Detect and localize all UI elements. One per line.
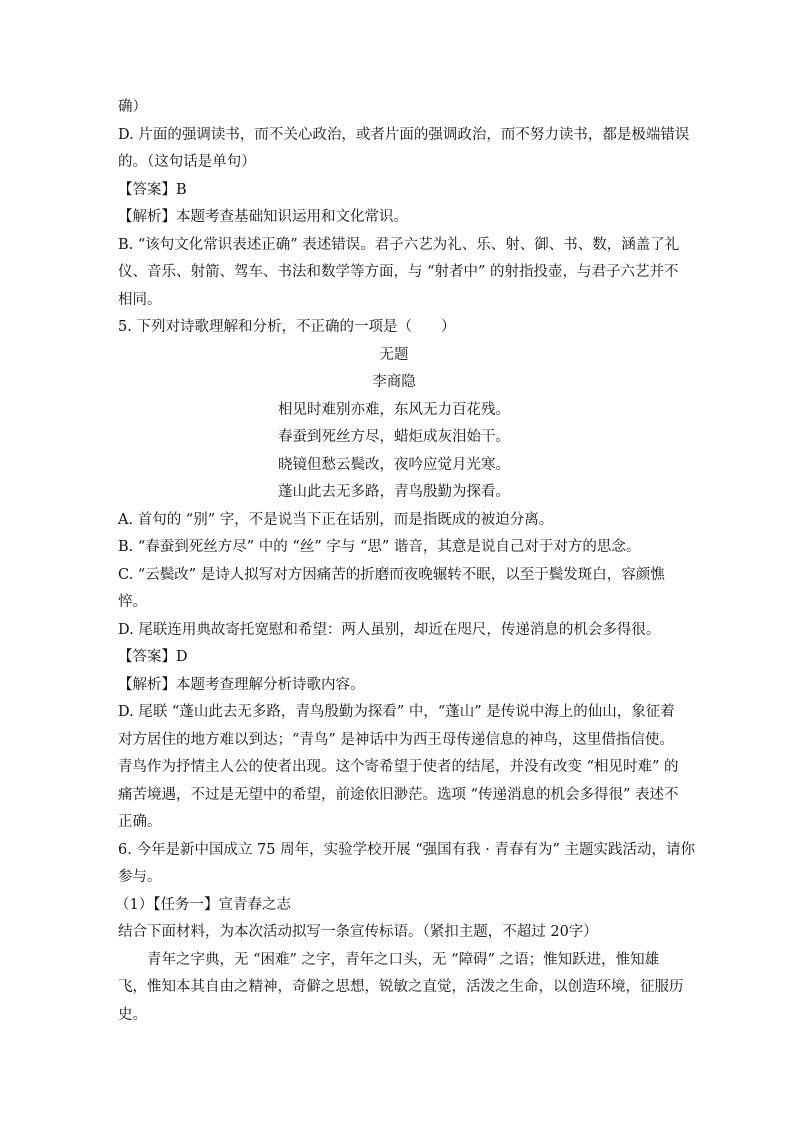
text-line: 相同。 <box>118 291 162 308</box>
text-line: D. 尾联 “蓬山此去无多路，青鸟殷勤为探看” 中，“蓬山” 是传说中海上的仙山，象征着 <box>118 704 675 720</box>
poem-verse: 相见时难别亦难，东风无力百花残。 <box>278 401 510 418</box>
material-line: 飞，惟知本其自由之精神，奇僻之思想，锐敏之直觉，活泼之生命，以创造环境，征服历 <box>118 979 684 995</box>
question-5: 5. 下列对诗歌理解和分析，不正确的一项是（ ） <box>118 319 456 335</box>
text-line: 的。（这句话是单句） <box>118 154 256 170</box>
material-line: 史。 <box>118 1006 147 1023</box>
answer-label: 【答案】D <box>118 649 188 665</box>
option-c: C. “云鬓改” 是诗人拟写对方因痛苦的折磨而夜晚辗转不眠，以至于鬓发斑白，容颜憔 <box>118 566 665 583</box>
option-d: D. 尾联连用典故寄托宽慰和希望：两人虽别，却近在咫尺，传递消息的机会多得很。 <box>118 621 661 638</box>
text-line: 痛苦境遇，不过是无望中的希望，前途依旧渺茫。选项 “传递消息的机会多得很” 表述不 <box>118 786 679 803</box>
analysis-line: 【解析】本题考查基础知识运用和文化常识。 <box>118 209 408 225</box>
task-instruction: 结合下面材料，为本次活动拟写一条宣传标语。（紧扣主题，不超过 20字） <box>118 924 598 940</box>
text-line: 参与。 <box>118 869 162 885</box>
text-line: 对方居住的地方难以到达；“青鸟” 是神话中为西王母传递信息的神鸟，这里借指信使。 <box>118 731 674 748</box>
text-line: 仪、音乐、射箭、驾车、书法和数学等方面，与 “射者中” 的射指投壶，与君子六艺并不 <box>118 264 679 280</box>
answer-label: 【答案】B <box>118 181 187 198</box>
poem-author: 李商隐 <box>372 374 416 390</box>
option-a: A. 首句的 “别” 字，不是说当下正在话别，而是指既成的被迫分离。 <box>118 511 554 528</box>
text-line: 确） <box>118 99 147 115</box>
question-6: 6. 今年是新中国成立 75 周年，实验学校开展 “强国有我 · 青春有为” 主题实践活动，请你 <box>118 841 695 858</box>
poem-verse: 春蚕到死丝方尽，蜡炬成灰泪始干。 <box>278 429 510 445</box>
poem-title: 无题 <box>379 346 409 363</box>
material-line: 青年之字典，无 “困难” 之字，青年之口头，无 “障碍” 之语；惟知跃进，惟知雄 <box>147 951 660 968</box>
poem-verse: 晓镜但愁云鬓改，夜吟应觉月光寒。 <box>278 456 510 473</box>
option-d-line: D. 片面的强调读书，而不关心政治，或者片面的强调政治，而不努力读书，都是极端错误 <box>118 126 690 143</box>
task-heading: （1）【任务一】宣青春之志 <box>115 896 291 913</box>
option-b: B. “春蚕到死丝方尽” 中的 “丝” 字与 “思” 谐音，其意是说自己对于对方的思念。 <box>118 539 641 555</box>
text-line: 悴。 <box>118 594 147 610</box>
text-line: B. “该句文化常识表述正确” 表述错误。君子六艺为礼、乐、射、御、书、数，涵盖了礼 <box>118 236 680 253</box>
text-line: 正确。 <box>118 814 162 830</box>
text-line: 青鸟作为抒情主人公的使者出现。这个寄希望于使者的结尾，并没有改变 “相见时难” 的 <box>118 759 679 775</box>
document-body <box>115 94 695 1029</box>
poem-verse: 蓬山此去无多路，青鸟殷勤为探看。 <box>278 484 510 500</box>
analysis-line: 【解析】本题考查理解分析诗歌内容。 <box>118 676 365 693</box>
